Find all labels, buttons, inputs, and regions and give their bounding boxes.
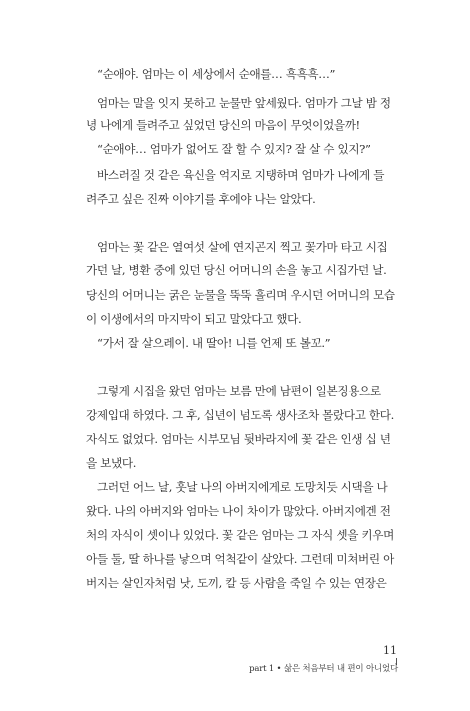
text-line: 당신의 어머니는 굵은 눈물을 뚝뚝 흘리며 우시던 어머니의 모습 <box>86 288 395 302</box>
text-line: 그러던 어느 날, 훗날 나의 아버지에게로 도망치듯 시댁을 나 <box>97 480 388 494</box>
text-line: 이 이생에서의 마지막이 되고 말았다고 했다. <box>86 312 302 326</box>
text-line: 바스러질 것 같은 육신을 억지로 지탱하며 엄마가 나에게 들 <box>97 168 385 182</box>
text-line: 을 보냈다. <box>86 456 137 470</box>
text-line: 엄마는 꽃 같은 열여섯 살에 연지곤지 찍고 꽃가마 타고 시집 <box>97 240 388 254</box>
text-line: 처의 자식이 셋이나 있었다. 꽃 같은 엄마는 그 자식 셋을 키우며 <box>86 528 394 542</box>
text-line: 그렇게 시집을 왔던 엄마는 보름 만에 남편이 일본징용으로 <box>97 384 381 398</box>
text-line: “순애야. 엄마는 이 세상에서 순애를… 흑흑흑…” <box>97 67 336 81</box>
text-line: 자식도 없었다. 엄마는 시부모님 뒷바라지에 꽃 같은 인생 십 년 <box>86 432 391 446</box>
running-footer: part 1 • 삶은 처음부터 내 편이 아니었다 <box>249 664 398 674</box>
text-line: “가서 잘 살으레이. 내 딸아! 니를 언제 또 볼꼬.” <box>97 336 331 350</box>
text-line: 버지는 살인자처럼 낫, 도끼, 칼 등 사람을 죽일 수 있는 연장은 <box>86 576 387 590</box>
text-line: 엄마는 말을 잇지 못하고 눈물만 앞세웠다. 엄마가 그날 밤 정 <box>97 96 391 110</box>
text-line: 려주고 싶은 진짜 이야기를 후에야 나는 알았다. <box>86 192 316 206</box>
text-line: “순애야… 엄마가 없어도 잘 할 수 있지? 잘 살 수 있지?” <box>97 142 371 156</box>
text-line: 왔다. 나의 아버지와 엄마는 나이 차이가 많았다. 아버지에겐 전 <box>86 504 391 518</box>
text-line: 녕 나에게 들려주고 싶었던 당신의 마음이 무엇이었을까! <box>86 118 360 132</box>
text-line: 아들 둘, 딸 하나를 낳으며 억척같이 살았다. 그런데 미쳐버린 아 <box>86 552 394 566</box>
text-line: 강제입대 하였다. 그 후, 십년이 넘도록 생사조차 몰랐다고 한다. <box>86 408 394 422</box>
page-number: 11 <box>383 644 397 657</box>
text-line: 가던 날, 병환 중에 있던 당신 어머니의 손을 놓고 시집가던 날. <box>86 263 387 277</box>
